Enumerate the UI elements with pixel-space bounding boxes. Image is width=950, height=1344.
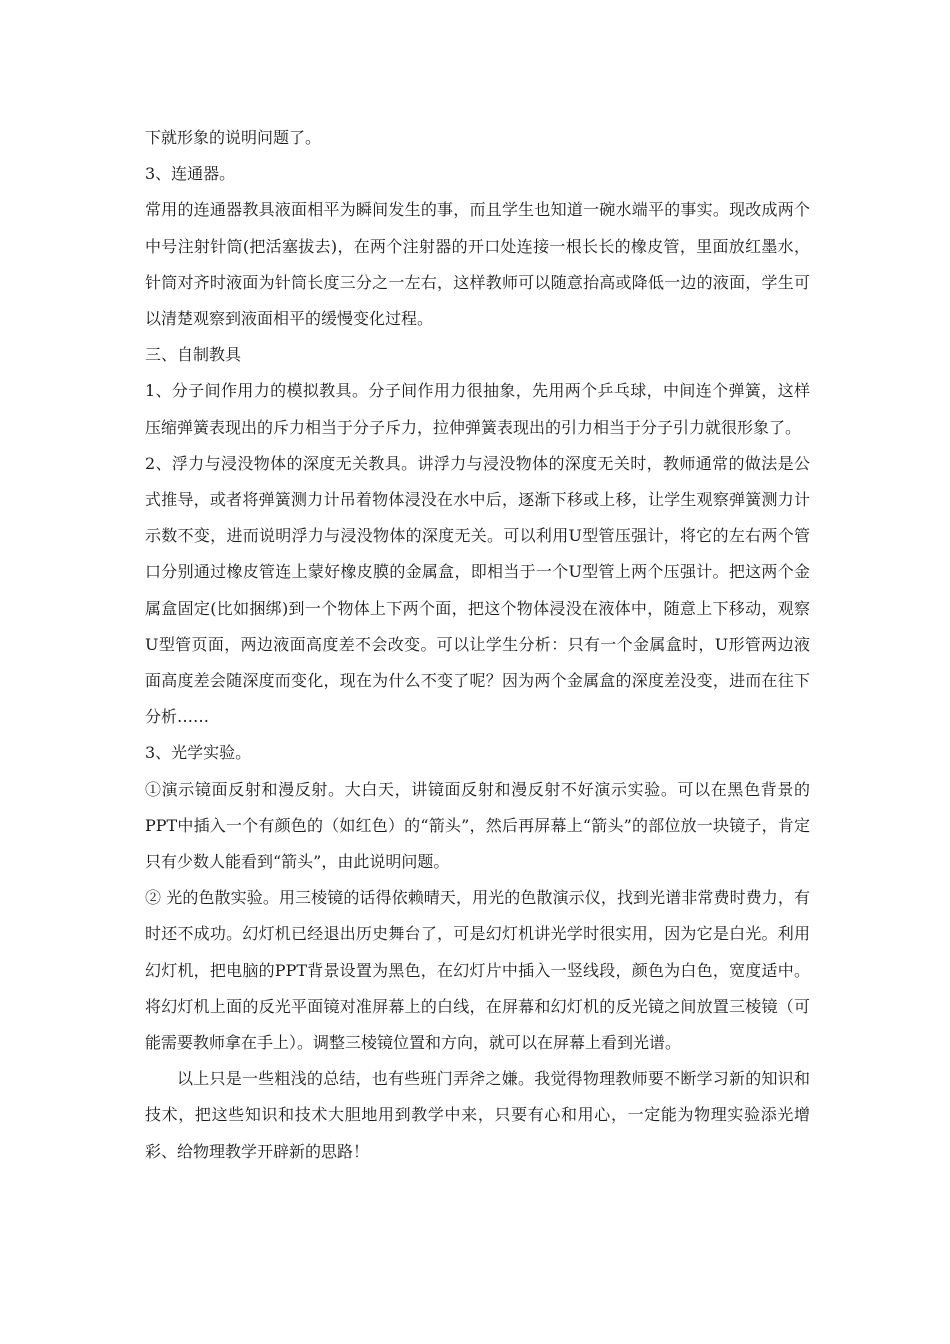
paragraph-molecular-force: 1、分子间作用力的模拟教具。分子间作用力很抽象，先用两个乒乓球，中间连个弹簧，这样压缩弹簧表现出的斥力相当于分子斥力，拉伸弹簧表现出的引力相当于分子引力就很形象了。 [145,381,810,437]
document-body [145,120,810,1170]
heading-connected-vessels: 3、连通器。 [145,164,236,184]
paragraph-connected-vessels: 常用的连通器教具液面相平为瞬间发生的事，而且学生也知道一碗水端平的事实。现改成两个中号注射针筒(把活塞拔去)，在两个注射器的开口处连接一根长长的橡皮管，里面放红墨水，针筒对齐时液面为针筒长度三分之一左右，这样教师可以随意抬高或降低一边的液面，学生可以清楚观察到液面相平的缓慢变化过程。 [145,200,810,329]
heading-optics: 3、光学实验。 [145,743,252,763]
paragraph-continuation: 下就形象的说明问题了。 [145,128,322,147]
paragraph-reflection: ①演示镜面反射和漫反射。大白天，讲镜面反射和漫反射不好演示实验。可以在黑色背景的PPT中插入一个有颜色的（如红色）的“箭头”，然后再屏幕上“箭头”的部位放一块镜子，肯定只有少数人能看到“箭头”，由此说明问题。 [145,779,810,872]
paragraph-buoyancy: 2、浮力与浸没物体的深度无关教具。讲浮力与浸没物体的深度无关时，教师通常的做法是公式推导，或者将弹簧测力计吊着物体浸没在水中后，逐渐下移或上移，让学生观察弹簧测力计示数不变，进而说明浮力与浸没物体的深度无关。可以利用U型管压强计，将它的左右两个管口分别通过橡皮管连上蒙好橡皮膜的金属盒，即相当于一个U型管上两个压强计。把这两个金属盒固定(比如捆绑)到一个物体上下两个面，把这个物体浸没在液体中，随意上下移动，观察U型管页面，两边液面高度差不会改变。可以让学生分析：只有一个金属盒时，U形管两边液面高度差会随深度而变化，现在为什么不变了呢？因为两个金属盒的深度差没变，进而在往下分析…… [145,453,810,727]
paragraph-conclusion: 以上只是一些粗浅的总结，也有些班门弄斧之嫌。我觉得物理教师要不断学习新的知识和技术，把这些知识和技术大胆地用到教学中来，只要有心和用心，一定能为物理实验添光增彩、给物理教学开辟新的思路！ [145,1069,810,1161]
paragraph-dispersion: ② 光的色散实验。用三棱镜的话得依赖晴天，用光的色散演示仪，找到光谱非常费时费力，有时还不成功。幻灯机已经退出历史舞台了，可是幻灯机讲光学时很实用，因为它是白光。利用幻灯机，把电脑的PPT背景设置为黑色，在幻灯片中插入一竖线段，颜色为白色，宽度适中。将幻灯机上面的反光平面镜对准屏幕上的白线，在屏幕和幻灯机的反光镜之间放置三棱镜（可能需要教师拿在手上）。调整三棱镜位置和方向，就可以在屏幕上看到光谱。 [145,888,810,1053]
section-heading-homemade-aids: 三、自制教具 [145,345,242,365]
